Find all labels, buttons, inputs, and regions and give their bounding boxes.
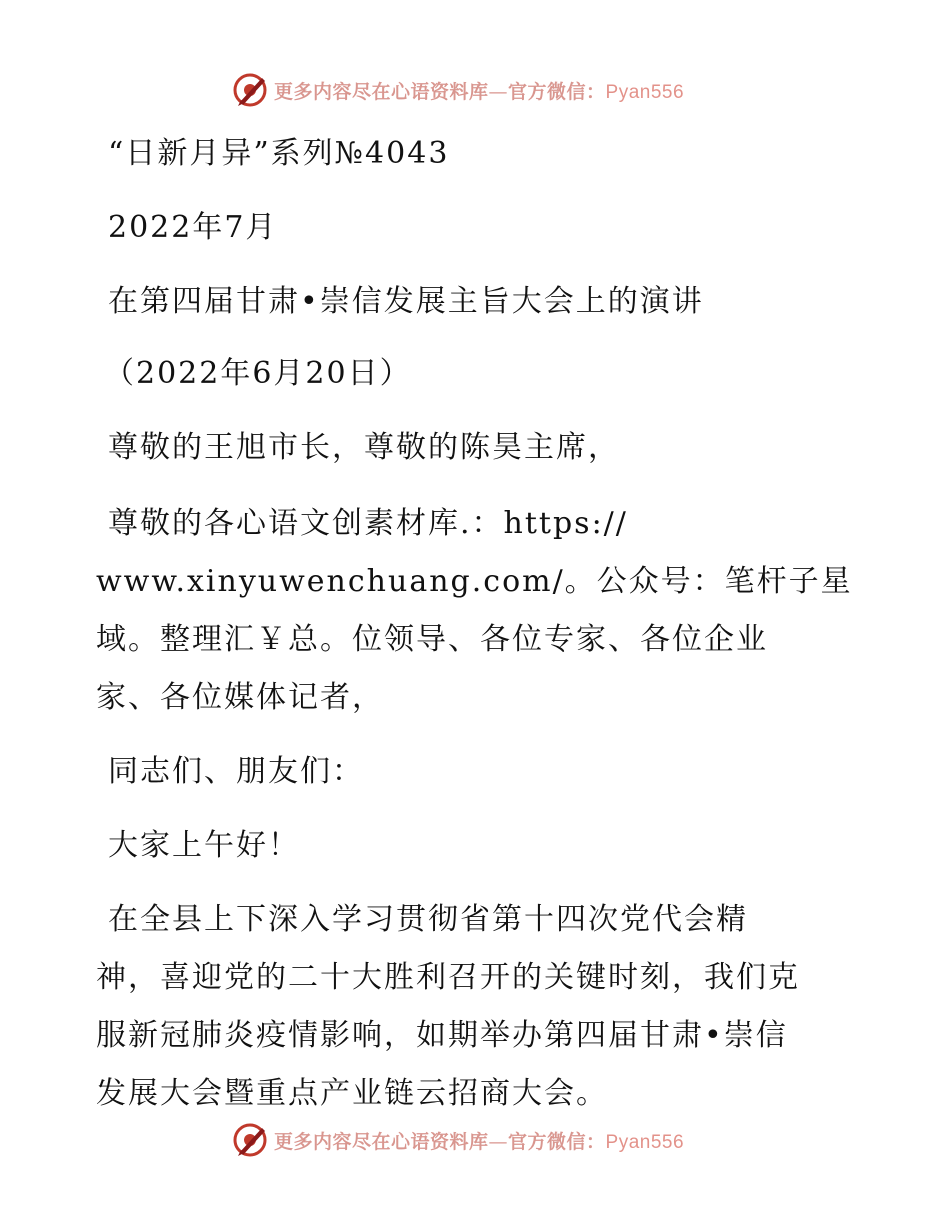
series-line: “日新月异”系列№4043 [108,136,450,171]
watermark-wechat-id: Pyan556 [605,81,685,103]
salutation-2-line: www.xinyuwenchuang.com/。公众号：笔杆子星 [96,564,853,599]
salutation-2-line: 家、各位媒体记者， [96,680,384,715]
salutation-1: 尊敬的王旭市长，尊敬的陈昊主席， [108,430,620,465]
greeting-morning: 大家上午好！ [108,828,300,863]
pen-logo-icon [232,1122,268,1158]
watermark-label: 官方微信： [508,80,606,103]
watermark-main: 更多内容尽在心语资料库 [274,1130,489,1153]
paragraph-line: 服新冠肺炎疫情影响，如期举办第四届甘肃•崇信 [96,1018,788,1053]
greeting-comrades: 同志们、朋友们： [108,754,364,789]
watermark-text [274,77,684,104]
watermark-wechat-id: Pyan556 [605,1131,685,1153]
watermark-banner-top [232,70,712,110]
paragraph-line: 神，喜迎党的二十大胜利召开的关键时刻，我们克 [96,960,800,995]
watermark-banner-bottom [232,1120,712,1160]
pen-logo-icon [232,72,268,108]
speech-date: （2022年6月20日） [104,356,412,391]
watermark-separator: — [488,1130,509,1153]
speech-title: 在第四届甘肃•崇信发展主旨大会上的演讲 [108,284,704,319]
watermark-text [274,1127,684,1154]
salutation-2-line: 域。整理汇￥总。位领导、各位专家、各位企业 [96,622,768,657]
date-line: 2022年7月 [108,210,278,245]
paragraph-line: 发展大会暨重点产业链云招商大会。 [96,1076,608,1111]
watermark-main: 更多内容尽在心语资料库 [274,80,489,103]
salutation-2-line: 尊敬的各心语文创素材库.：https:// [108,506,628,541]
watermark-separator: — [488,80,509,103]
paragraph-line: 在全县上下深入学习贯彻省第十四次党代会精 [108,902,748,937]
watermark-label: 官方微信： [508,1130,606,1153]
